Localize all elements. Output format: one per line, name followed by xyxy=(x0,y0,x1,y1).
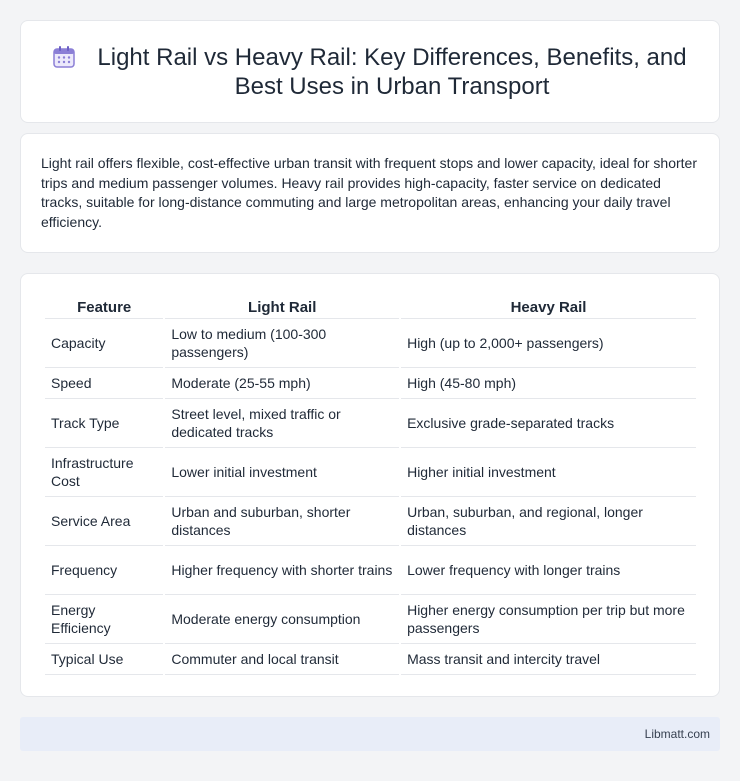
title-card xyxy=(20,20,720,123)
cell-heavy-rail: Higher initial investment xyxy=(401,448,696,497)
table-card xyxy=(20,273,720,697)
table-row xyxy=(45,644,696,675)
table-row xyxy=(45,399,696,448)
cell-heavy-rail: High (up to 2,000+ passengers) xyxy=(401,319,696,368)
cell-feature: Infrastructure Cost xyxy=(45,448,163,497)
cell-light-rail: Higher frequency with shorter trains xyxy=(165,546,399,595)
header-heavy-rail: Heavy Rail xyxy=(401,296,696,319)
cell-light-rail: Moderate energy consumption xyxy=(165,595,399,644)
footer-bar xyxy=(20,717,720,751)
calendar-icon xyxy=(51,44,77,70)
cell-feature: Service Area xyxy=(45,497,163,546)
table-row xyxy=(45,546,696,595)
cell-feature: Frequency xyxy=(45,546,163,595)
cell-feature: Speed xyxy=(45,368,163,399)
table-row xyxy=(45,319,696,368)
cell-feature: Typical Use xyxy=(45,644,163,675)
title-wrap xyxy=(21,21,719,122)
cell-feature: Energy Efficiency xyxy=(45,595,163,644)
cell-feature: Track Type xyxy=(45,399,163,448)
cell-heavy-rail: Exclusive grade-separated tracks xyxy=(401,399,696,448)
cell-light-rail: Moderate (25-55 mph) xyxy=(165,368,399,399)
footer-site-link[interactable]: Libmatt.com xyxy=(644,727,710,741)
cell-light-rail: Commuter and local transit xyxy=(165,644,399,675)
cell-light-rail: Urban and suburban, shorter distances xyxy=(165,497,399,546)
cell-heavy-rail: High (45-80 mph) xyxy=(401,368,696,399)
table-row xyxy=(45,497,696,546)
intro-card xyxy=(20,133,720,253)
table-header-row xyxy=(45,296,696,319)
page-title: Light Rail vs Heavy Rail: Key Differences, Benefits, and Best Uses in Urban Transport xyxy=(97,43,687,100)
header-feature: Feature xyxy=(45,296,163,319)
cell-feature: Capacity xyxy=(45,319,163,368)
table-row xyxy=(45,368,696,399)
cell-heavy-rail: Lower frequency with longer trains xyxy=(401,546,696,595)
cell-light-rail: Street level, mixed traffic or dedicated tracks xyxy=(165,399,399,448)
cell-heavy-rail: Higher energy consumption per trip but more passengers xyxy=(401,595,696,644)
table-row xyxy=(45,448,696,497)
cell-heavy-rail: Urban, suburban, and regional, longer distances xyxy=(401,497,696,546)
cell-light-rail: Lower initial investment xyxy=(165,448,399,497)
intro-paragraph: Light rail offers flexible, cost-effective urban transit with frequent stops and lower capacity, ideal for shorter trips and medium passenger volumes. Heavy rail provides high-capacity, faster service on dedicated tracks, suitable for long-distance commuting and large metropolitan areas, enhancing your daily travel efficiency. xyxy=(41,155,697,230)
comparison-table xyxy=(43,296,698,675)
cell-heavy-rail: Mass transit and intercity travel xyxy=(401,644,696,675)
table-row xyxy=(45,595,696,644)
cell-light-rail: Low to medium (100-300 passengers) xyxy=(165,319,399,368)
header-light-rail: Light Rail xyxy=(165,296,399,319)
